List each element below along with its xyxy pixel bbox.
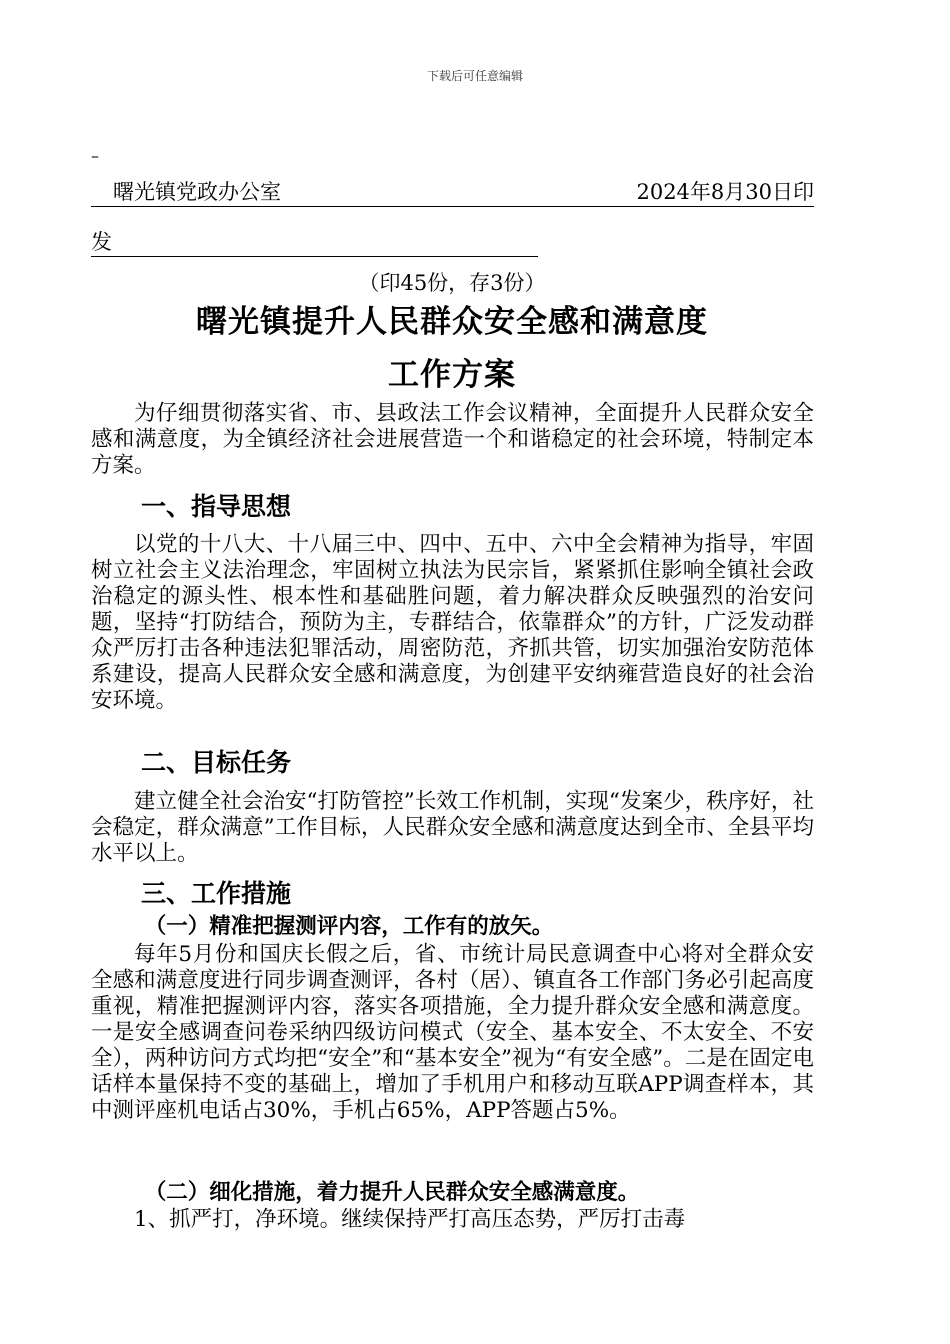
- copies-note: （印45份，存3份）: [358, 271, 546, 295]
- issuer-date: 2024年8月30日印: [636, 180, 814, 204]
- issuer-line: [91, 178, 814, 207]
- intro-paragraph: 为仔细贯彻落实省、市、县政法工作会议精神，全面提升人民群众安全感和满意度，为全镇经济社会进展营造一个和谐稳定的社会环境，特制定本方案。: [91, 401, 814, 478]
- dash-mark: –: [91, 146, 99, 165]
- section-3-sub2-body: 1、抓严打，净环境。继续保持严打高压态势，严厉打击毒: [134, 1207, 686, 1232]
- section-3-sub1-heading: （一）精准把握测评内容，工作有的放矢。: [144, 914, 554, 939]
- section-2-heading: 二、目标任务: [141, 748, 292, 777]
- issuer-suffix: 发: [91, 228, 538, 257]
- section-1-heading: 一、指导思想: [141, 492, 292, 521]
- section-3-sub1-body: 每年5月份和国庆长假之后，省、市统计局民意调查中心将对全群众安全感和满意度进行同步调查测评，各村（居）、镇直各工作部门务必引起高度重视，精准把握测评内容，落实各项措施，全力提升群众安全感和满意度。一是安全感调查问卷采纳四级访问模式（安全、基本安全、不太安全、不安全），两种访问方式均把“安全”和“基本安全”视为“有安全感”。二是在固定电话样本量保持不变的基础上，增加了手机用户和移动互联APP调查样本，其中测评座机电话占30%，手机占65%，APP答题占5%。: [91, 942, 814, 1123]
- issuer-office: 曙光镇党政办公室: [113, 180, 281, 204]
- section-3-sub2-heading: （二）细化措施，着力提升人民群众安全感满意度。: [144, 1180, 640, 1205]
- document-title-line2: 工作方案: [388, 357, 516, 393]
- section-1-body: 以党的十八大、十八届三中、四中、五中、六中全会精神为指导，牢固树立社会主义法治理念，牢固树立执法为民宗旨，紧紧抓住影响全镇社会政治稳定的源头性、根本性和基础胜问题，着力解决群众反映强烈的治安问题，坚持“打防结合，预防为主，专群结合，依靠群众”的方针，广泛发动群众严厉打击各种违法犯罪活动，周密防范，齐抓共管，切实加强治安防范体系建设，提高人民群众安全感和满意度，为创建平安纳雍营造良好的社会治安环境。: [91, 532, 814, 713]
- document-title-line1: 曙光镇提升人民群众安全感和满意度: [196, 304, 708, 340]
- header-note: 下载后可任意编辑: [426, 69, 523, 83]
- section-3-heading: 三、工作措施: [141, 879, 292, 908]
- section-2-body: 建立健全社会治安“打防管控”长效工作机制，实现“发案少，秩序好，社会稳定，群众满意”工作目标，人民群众安全感和满意度达到全市、全县平均水平以上。: [91, 789, 814, 866]
